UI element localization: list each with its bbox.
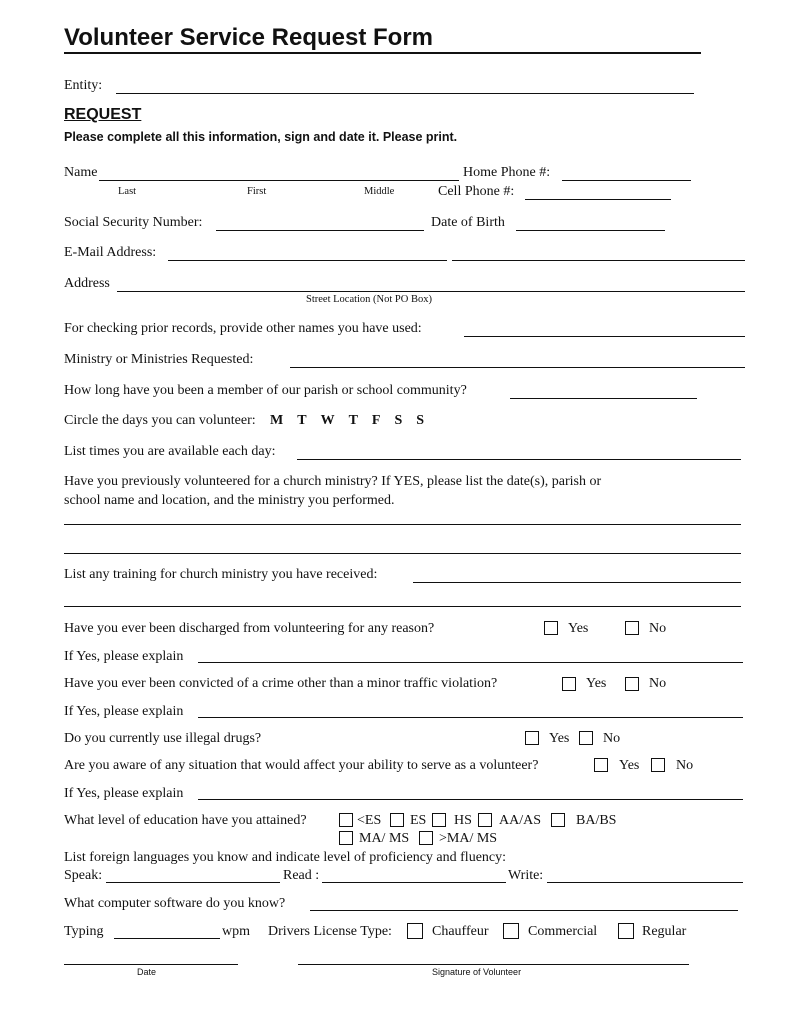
drugs-no-checkbox[interactable] — [579, 731, 593, 745]
education-aa-checkbox[interactable] — [478, 813, 492, 827]
situation-question: Are you aware of any situation that would affect your ability to serve as a volunteer? — [64, 758, 539, 773]
date-field[interactable] — [64, 964, 238, 965]
days-label: Circle the days you can volunteer: — [64, 413, 256, 428]
entity-label: Entity: — [64, 78, 103, 93]
address-label: Address — [64, 276, 110, 291]
education-lt-es-checkbox[interactable] — [339, 813, 353, 827]
convicted-yes-checkbox[interactable] — [562, 677, 576, 691]
home-phone-label: Home Phone #: — [463, 165, 551, 180]
day-option[interactable]: T — [297, 413, 307, 428]
name-sub-last: Last — [118, 186, 137, 197]
discharged-explain-label: If Yes, please explain — [64, 649, 184, 664]
prev-volunteer-field-2[interactable] — [64, 553, 741, 554]
convicted-no-checkbox[interactable] — [625, 677, 639, 691]
read-label: Read : — [283, 868, 320, 883]
ministries-field[interactable] — [290, 367, 745, 368]
prev-volunteer-line2: school name and location, and the ministry you performed. — [64, 493, 395, 508]
member-label: How long have you been a member of our parish or school community? — [64, 383, 467, 398]
dob-label: Date of Birth — [431, 215, 505, 230]
read-field[interactable] — [322, 882, 506, 883]
convicted-explain-label: If Yes, please explain — [64, 704, 184, 719]
wpm-label: wpm — [222, 924, 250, 939]
discharged-yes-label: Yes — [568, 621, 589, 636]
education-label: What level of education have you attained? — [64, 813, 307, 828]
times-label: List times you are available each day: — [64, 444, 276, 459]
education-hs-checkbox[interactable] — [432, 813, 446, 827]
prior-names-field[interactable] — [464, 336, 745, 337]
license-commercial-label: Commercial — [528, 924, 598, 939]
home-phone-field[interactable] — [562, 180, 691, 181]
day-option[interactable]: M — [270, 413, 284, 428]
name-sub-middle: Middle — [364, 186, 395, 197]
convicted-no-label: No — [649, 676, 667, 691]
section-heading: REQUEST — [64, 106, 142, 123]
situation-yes-checkbox[interactable] — [594, 758, 608, 772]
discharged-no-label: No — [649, 621, 667, 636]
speak-field[interactable] — [106, 882, 280, 883]
education-hs-label: HS — [454, 813, 472, 828]
education-aa-label: AA/AS — [499, 813, 542, 828]
license-chauffeur-checkbox[interactable] — [407, 923, 423, 939]
address-sub: Street Location (Not PO Box) — [306, 294, 432, 305]
drugs-yes-label: Yes — [549, 731, 570, 746]
cell-phone-label: Cell Phone #: — [438, 184, 515, 199]
day-option[interactable]: S — [416, 413, 425, 428]
typing-label: Typing — [64, 924, 104, 939]
software-field[interactable] — [310, 910, 738, 911]
situation-explain-field[interactable] — [198, 799, 743, 800]
license-commercial-checkbox[interactable] — [503, 923, 519, 939]
day-option[interactable]: S — [394, 413, 403, 428]
prev-volunteer-field-1[interactable] — [64, 524, 741, 525]
title-rule — [64, 52, 701, 54]
day-option[interactable]: F — [371, 413, 381, 428]
education-gt-ma-checkbox[interactable] — [419, 831, 433, 845]
email-label: E-Mail Address: — [64, 245, 157, 260]
situation-no-label: No — [676, 758, 694, 773]
license-regular-label: Regular — [642, 924, 687, 939]
discharged-question: Have you ever been discharged from volunteering for any reason? — [64, 621, 435, 636]
situation-no-checkbox[interactable] — [651, 758, 665, 772]
situation-yes-label: Yes — [619, 758, 640, 773]
discharged-no-checkbox[interactable] — [625, 621, 639, 635]
ministries-label: Ministry or Ministries Requested: — [64, 352, 254, 367]
entity-field[interactable] — [116, 93, 694, 94]
member-field[interactable] — [510, 398, 697, 399]
drugs-question: Do you currently use illegal drugs? — [64, 731, 262, 746]
name-field[interactable] — [99, 180, 459, 181]
software-label: What computer software do you know? — [64, 896, 286, 911]
education-es-label: ES — [410, 813, 427, 828]
drugs-no-label: No — [603, 731, 621, 746]
discharged-yes-checkbox[interactable] — [544, 621, 558, 635]
day-option[interactable]: T — [348, 413, 358, 428]
drugs-yes-checkbox[interactable] — [525, 731, 539, 745]
education-lt-es-label: <ES — [357, 813, 382, 828]
training-label: List any training for church ministry you have received: — [64, 567, 378, 582]
education-ma-label: MA/ MS — [359, 831, 410, 846]
name-label: Name — [64, 165, 98, 180]
training-field-1[interactable] — [413, 582, 741, 583]
instructions: Please complete all this information, sign and date it. Please print. — [64, 130, 458, 144]
education-ba-checkbox[interactable] — [551, 813, 565, 827]
license-label: Drivers License Type: — [268, 924, 392, 939]
address-field[interactable] — [117, 291, 745, 292]
form-title: Volunteer Service Request Form — [64, 24, 433, 51]
name-sub-first: First — [247, 186, 267, 197]
signature-caption: Signature of Volunteer — [432, 967, 522, 977]
email-field-1[interactable] — [168, 260, 447, 261]
write-field[interactable] — [547, 882, 743, 883]
education-ba-label: BA/BS — [576, 813, 617, 828]
license-chauffeur-label: Chauffeur — [432, 924, 489, 939]
ssn-label: Social Security Number: — [64, 215, 203, 230]
date-caption: Date — [137, 967, 157, 977]
prior-names-label: For checking prior records, provide other names you have used: — [64, 321, 422, 336]
convicted-yes-label: Yes — [586, 676, 607, 691]
cell-phone-field[interactable] — [525, 199, 671, 200]
license-regular-checkbox[interactable] — [618, 923, 634, 939]
speak-label: Speak: — [64, 868, 103, 883]
education-ma-checkbox[interactable] — [339, 831, 353, 845]
typing-field[interactable] — [114, 938, 220, 939]
times-field[interactable] — [297, 459, 741, 460]
email-field-2[interactable] — [452, 260, 745, 261]
signature-field[interactable] — [298, 964, 689, 965]
days-list — [270, 413, 438, 429]
languages-label: List foreign languages you know and indicate level of proficiency and fluency: — [64, 850, 507, 865]
prev-volunteer-line1: Have you previously volunteered for a church ministry? If YES, please list the date(s), parish or — [64, 474, 602, 489]
education-es-checkbox[interactable] — [390, 813, 404, 827]
convicted-explain-field[interactable] — [198, 717, 743, 718]
write-label: Write: — [508, 868, 544, 883]
day-option[interactable]: W — [320, 413, 335, 428]
situation-explain-label: If Yes, please explain — [64, 786, 184, 801]
education-gt-ma-label: >MA/ MS — [439, 831, 498, 846]
ssn-field[interactable] — [216, 230, 424, 231]
convicted-question: Have you ever been convicted of a crime other than a minor traffic violation? — [64, 676, 498, 691]
dob-field[interactable] — [516, 230, 665, 231]
training-field-2[interactable] — [64, 606, 741, 607]
discharged-explain-field[interactable] — [198, 662, 743, 663]
